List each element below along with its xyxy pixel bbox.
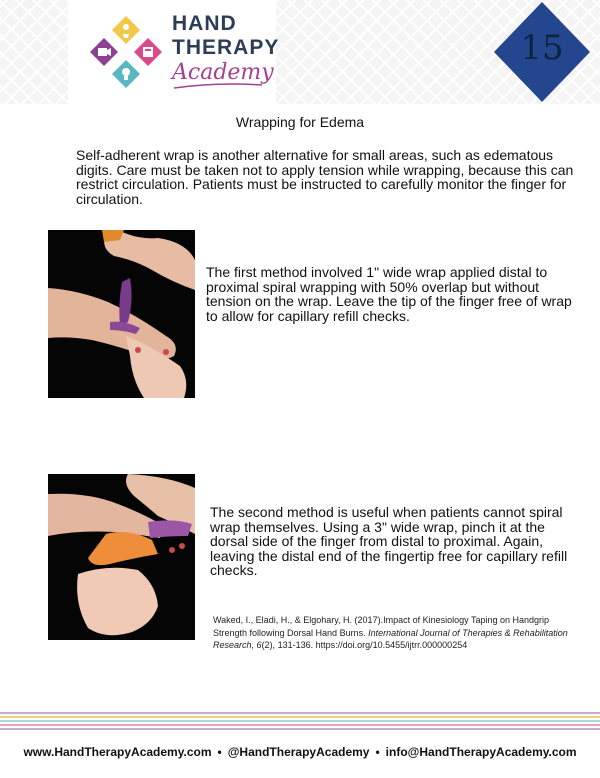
footer-contact	[0, 745, 600, 759]
page-title: Wrapping for Edema	[235, 114, 365, 130]
footer-email-link[interactable]: info@HandTherapyAcademy.com	[385, 745, 577, 759]
footer-stripes	[0, 712, 600, 736]
footer-website-link[interactable]: www.HandTherapyAcademy.com	[23, 745, 212, 759]
intro-paragraph: Self-adherent wrap is another alternative for small areas, such as edematous digits. Care must be taken not to apply tension while wrapping, because this can restrict circulation. Patients must be instructed to carefully monitor the finger for circulation.	[76, 147, 574, 207]
hands-photo-1-icon	[48, 230, 195, 398]
logo-swoosh-icon	[172, 82, 264, 90]
logo-line-2: THERAPY	[172, 36, 280, 59]
photo-spiral-wrap	[48, 230, 195, 398]
citation	[213, 614, 573, 652]
caption-method-1: The first method involved 1" wide wrap applied distal to proximal spiral wrapping with 50% overlap but without tension on the wrap. Leave the tip of the finger free of wrap to allow for capillary refill checks.	[206, 264, 572, 324]
citation-issue-pages: (2), 131-136. https://doi.org/10.5455/ijtrr.000000254	[261, 640, 468, 650]
citation-authors: Waked, I., Eladi, H., & Elgohary, H. (2017).Impact of Kinesiology Taping on Handgrip Strength following Dorsal Hand Burns.	[213, 615, 550, 638]
logo-mark-icon	[88, 14, 164, 90]
page-number: 15	[520, 28, 564, 68]
footer-separator: •	[217, 745, 222, 759]
header-banner	[0, 0, 600, 104]
hands-photo-2-icon	[48, 474, 195, 640]
citation-journal: International Journal of Therapies & Rehabilitation Research,	[213, 627, 568, 650]
photo-pinch-wrap	[48, 474, 195, 640]
logo	[68, 0, 280, 104]
logo-line-1: HAND	[172, 12, 237, 35]
logo-script: Academy	[172, 60, 274, 85]
caption-method-2: The second method is useful when patients cannot spiral wrap themselves. Using a 3" wide wrap, pinch it at the dorsal side of the finger from distal to proximal. Again, leaving the distal end of the fingertip free for capillary refill checks.	[210, 504, 568, 578]
footer-handle-link[interactable]: @HandTherapyAcademy	[227, 745, 370, 759]
footer-separator: •	[375, 745, 380, 759]
logo-wordmark	[172, 12, 279, 86]
citation-volume: 6	[256, 640, 262, 650]
